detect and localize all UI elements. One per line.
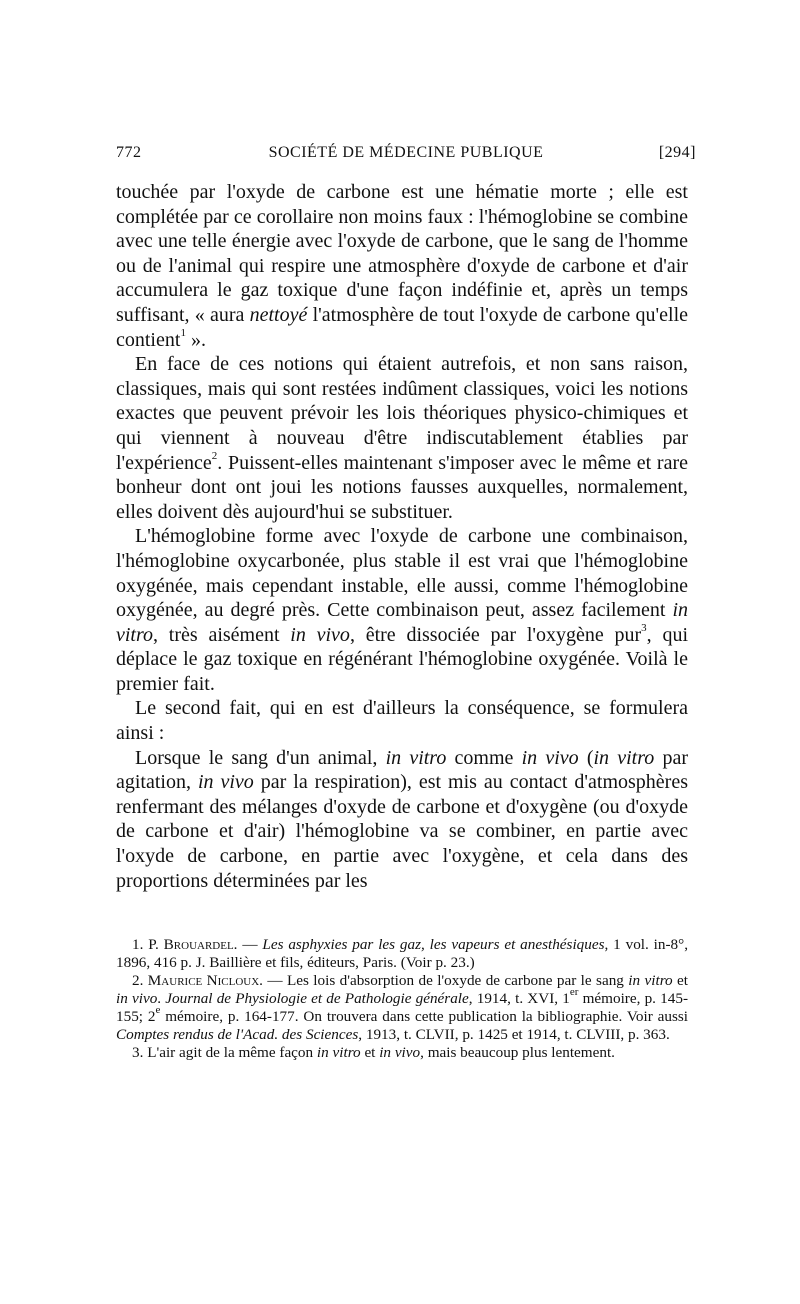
paragraph: L'hémoglobine forme avec l'oxyde de carbone une combinaison, l'hémoglobine oxycarbonée, plus stable il est vrai que l'hémoglobine oxygénée, mais cependant instable, elle aussi, comme l'hémoglobine oxygénée, au degré près. Cette combinaison peut, assez facilement in vitro, très aisément in vivo, être dissociée par l'oxygène pur$^3$, qui déplace le gaz toxique en régénérant l'hémoglobine oxygénée. Voilà le premier fait. [116,525,688,695]
footnote: 1. P. Brouardel. — Les asphyxies par les gaz, les vapeurs et anesthésiques, 1 vol. in-8°, 1896, 416 p. J. Baillière et fils, éditeurs, Paris. (Voir p. 23.) [116,936,689,971]
paragraph: touchée par l'oxyde de carbone est une hématie morte ; elle est complétée par ce corollaire non moins faux : l'hémoglobine se combine avec une telle énergie avec l'oxyde de carbone, que le sang de l'homme ou de l'animal qui respire une atmosphère d'oxyde de carbone et d'air accumulera le gaz toxique d'une façon indéfinie et, après un temps suffisant, « aura nettoyé l'atmosphère de tout l'oxyde de carbone qu'elle contient$^1$ ». [116,181,688,351]
footnote-ref: 1 [180,326,186,339]
main-text [116,180,688,893]
paragraph: Lorsque le sang d'un animal, in vitro comme in vivo (in vitro par agitation, in vivo par la respiration), est mis au contact d'atmosphères renfermant des mélanges d'oxyde de carbone et d'oxygène (ou d'oxyde de carbone et d'air) l'hémoglobine va se combiner, en partie avec l'oxyde de carbone, en partie avec l'oxygène, et cela dans des proportions déterminées par les [116,746,689,892]
footnote-ref: 2 [211,449,218,462]
bracket-page-reference: [294] [658,144,696,161]
footnote: 2. Maurice Nicloux. — Les lois d'absorption de l'oxyde de carbone par le sang in vitro et in vivo. Journal de Physiologie et de Pathologie générale, 1914, t. XVI, 1er mémoire, p. 145-155; 2e mémoire, p. 164-177. On trouvera dans cette publication la bibliographie. Voir aussi Comptes rendus de l'Acad. des Sciences, 1913, t. CLVII, p. 1425 et 1914, t. CLVIII, p. 363. [116,972,689,1043]
footnotes [116,936,688,1062]
footnote: 3. L'air agit de la même façon in vitro et in vivo, mais beaucoup plus lentement. [132,1044,615,1061]
running-header [116,144,696,166]
paragraph: Le second fait, qui en est d'ailleurs la conséquence, se formulera ainsi : [116,697,688,745]
running-title: SOCIÉTÉ DE MÉDECINE PUBLIQUE [268,144,544,161]
footnote-ref: 3 [641,622,647,635]
page-number: 772 [116,144,142,161]
paragraph: En face de ces notions qui étaient autrefois, et non sans raison, classiques, mais qui sont restées indûment classiques, voici les notions exactes que peuvent prévoir les lois théoriques physico-chimiques et qui viennent à nouveau d'être indiscutablement établies par l'expérience$^2$. Puissent-elles maintenant s'imposer avec le même et rare bonheur dont ont joui les notions fausses auxquelles, normalement, elles doivent dès aujourd'hui se substituer. [116,353,688,523]
